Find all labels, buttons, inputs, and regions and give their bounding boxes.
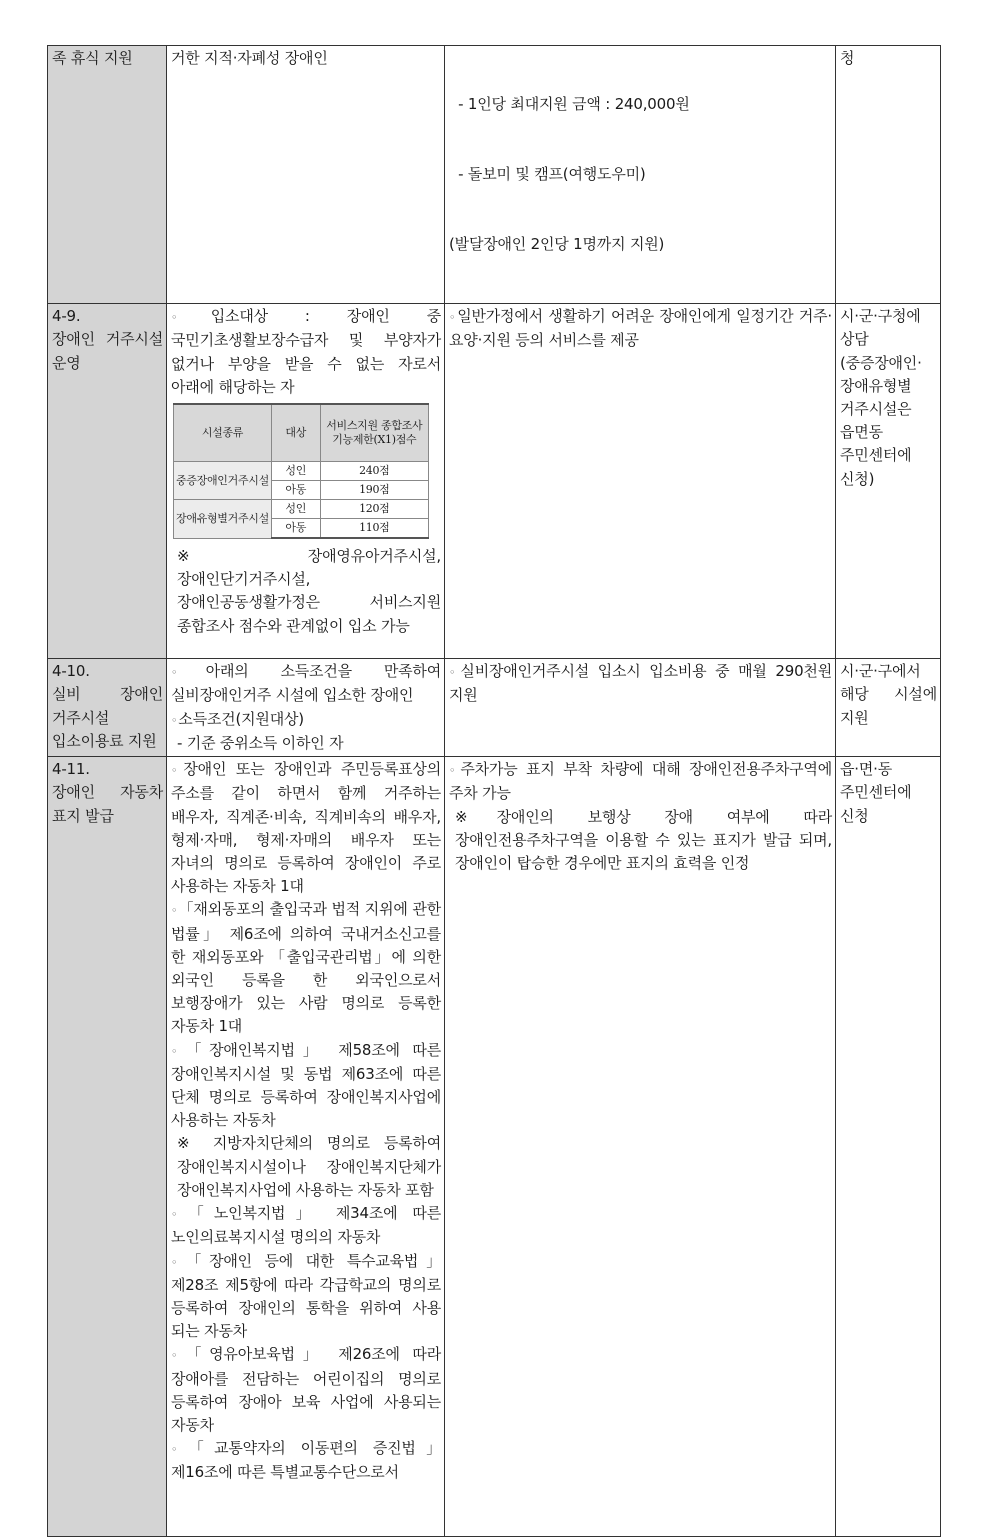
service-contact: 시·군·구청에 상담(중증장애인·장애유형별 거주시설은 읍면동 주민센터에 신청) — [836, 304, 941, 659]
service-contact: 청 — [836, 46, 941, 304]
service-target: ◦ 장애인 또는 장애인과 주민등록표상의 주소를 같이 하면서 함께 거주하는 배우자, 직계존·비속, 직계비속의 배우자, 형제·자매, 형제·자매의 배우자 또는 자녀의 명의로 등록하여 장애인이 주로 사용하는 자동차 1대 ◦ 「재외동포의 출입국과 법적 지위에 관한 법률」 제6조에 의하여 국내거소신고를 한 재외동포와 「출입국관리법」에 의한 외국인 등록을 한 외국인으로서 보행장애가 있는 사람 명의로 등록한 자동차 1대 ◦ 「장애인복지법」 제58조에 따른 장애인복지시설 및 동법 제63조에 따른 단체 명의로 등록하여 장애인복지사업에 사용하는 자동차 ※ 지방자치단체의 명의로 등록하여 장애인복지시설이나 장애인복지단체가 장애인복지사업에 사용하는 자동차 포함 ◦ 「노인복지법」 제34조에 따른 노인의료복지시설 명의의 자동차 ◦ 「장애인 등에 대한 특수교육법」 제28조 제5항에 따라 각급학교의 명의로 등록하여 장애인의 통학을 위하여 사용 되는 자동차 ◦ 「영유아보육법」 제26조에 따라 장애아를 전담하는 어린이집의 명의로 등록하여 장애아 보육 사업에 사용되는 자동차 ◦ 「교통약자의 이동편의 증진법」 제16조에 따른 특별교통수단으로서 — [167, 757, 445, 1537]
service-content: - 1인당 최대지원 금액 : 240,000원 - 돌보미 및 캠프(여행도우미) (발달장애인 2인당 1명까지 지원) — [445, 46, 836, 304]
score-value: 120점 — [320, 500, 428, 519]
score-facility: 중증장애인거주시설 — [174, 462, 272, 500]
service-content: ◦ 실비장애인거주시설 입소시 입소비용 중 매월 290천원 지원 — [445, 659, 836, 757]
score-value: 110점 — [320, 519, 428, 539]
service-target: ◦ 아래의 소득조건을 만족하여 실비장애인거주 시설에 입소한 장애인 ◦ 소득조건(지원대상) - 기준 중위소득 이하인 자 — [167, 659, 445, 757]
score-value: 190점 — [320, 481, 428, 500]
score-header-target: 대상 — [271, 404, 320, 462]
service-contact: 시·군·구에서 해당 시설에 지원 — [836, 659, 941, 757]
service-title: 4-10. 실비 장애인 거주시설 입소이용료 지원 — [48, 659, 167, 757]
table-row — [48, 757, 941, 1537]
score-header-score: 서비스지원 종합조사 기능제한(X1)점수 — [320, 404, 428, 462]
score-value: 240점 — [320, 462, 428, 481]
service-contact: 읍·면·동 주민센터에 신청 — [836, 757, 941, 1537]
score-target: 아동 — [271, 519, 320, 539]
score-table — [173, 403, 429, 539]
score-header-facility: 시설종류 — [174, 404, 272, 462]
service-content: ◦ 주차가능 표지 부착 차량에 대해 장애인전용주차구역에 주차 가능 ※장애인의 보행상 장애 여부에 따라 장애인전용주차구역을 이용할 수 있는 표지가 발급 되며, 장애인이 탑승한 경우에만 표지의 효력을 인정 — [445, 757, 836, 1537]
service-table — [47, 45, 941, 1537]
service-target: 거한 지적·자폐성 장애인 — [167, 46, 445, 304]
table-row — [48, 304, 941, 659]
score-facility: 장애유형별거주시설 — [174, 500, 272, 539]
table-row — [48, 46, 941, 304]
score-target: 성인 — [271, 462, 320, 481]
service-target: ◦ 입소대상 : 장애인 중 국민기초생활보장수급자 및 부양자가 없거나 부양을 받을 수 없는 자로서 아래에 해당하는 자 시설종류 대상 서비스지원 종합조사 기능제한(X1)점수 중증장애인거주시설 성인 240점 아동 190점 장애유형별거주시설 성인 120점 아동 110점 ※ 장애영유아거주시설, 장애인단기거주시설, 장애인공동생활가정은 서비스지원 종합조사 점수와 관계없이 입소 가능 — [167, 304, 445, 659]
service-title: 족 휴식 지원 — [48, 46, 167, 304]
service-title: 4-9. 장애인 거주시설 운영 — [48, 304, 167, 659]
score-target: 아동 — [271, 481, 320, 500]
service-title: 4-11. 장애인 자동차 표지 발급 — [48, 757, 167, 1537]
service-content: ◦ 일반가정에서 생활하기 어려운 장애인에게 일정기간 거주·요양·지원 등의 서비스를 제공 — [445, 304, 836, 659]
score-target: 성인 — [271, 500, 320, 519]
table-row — [48, 659, 941, 757]
